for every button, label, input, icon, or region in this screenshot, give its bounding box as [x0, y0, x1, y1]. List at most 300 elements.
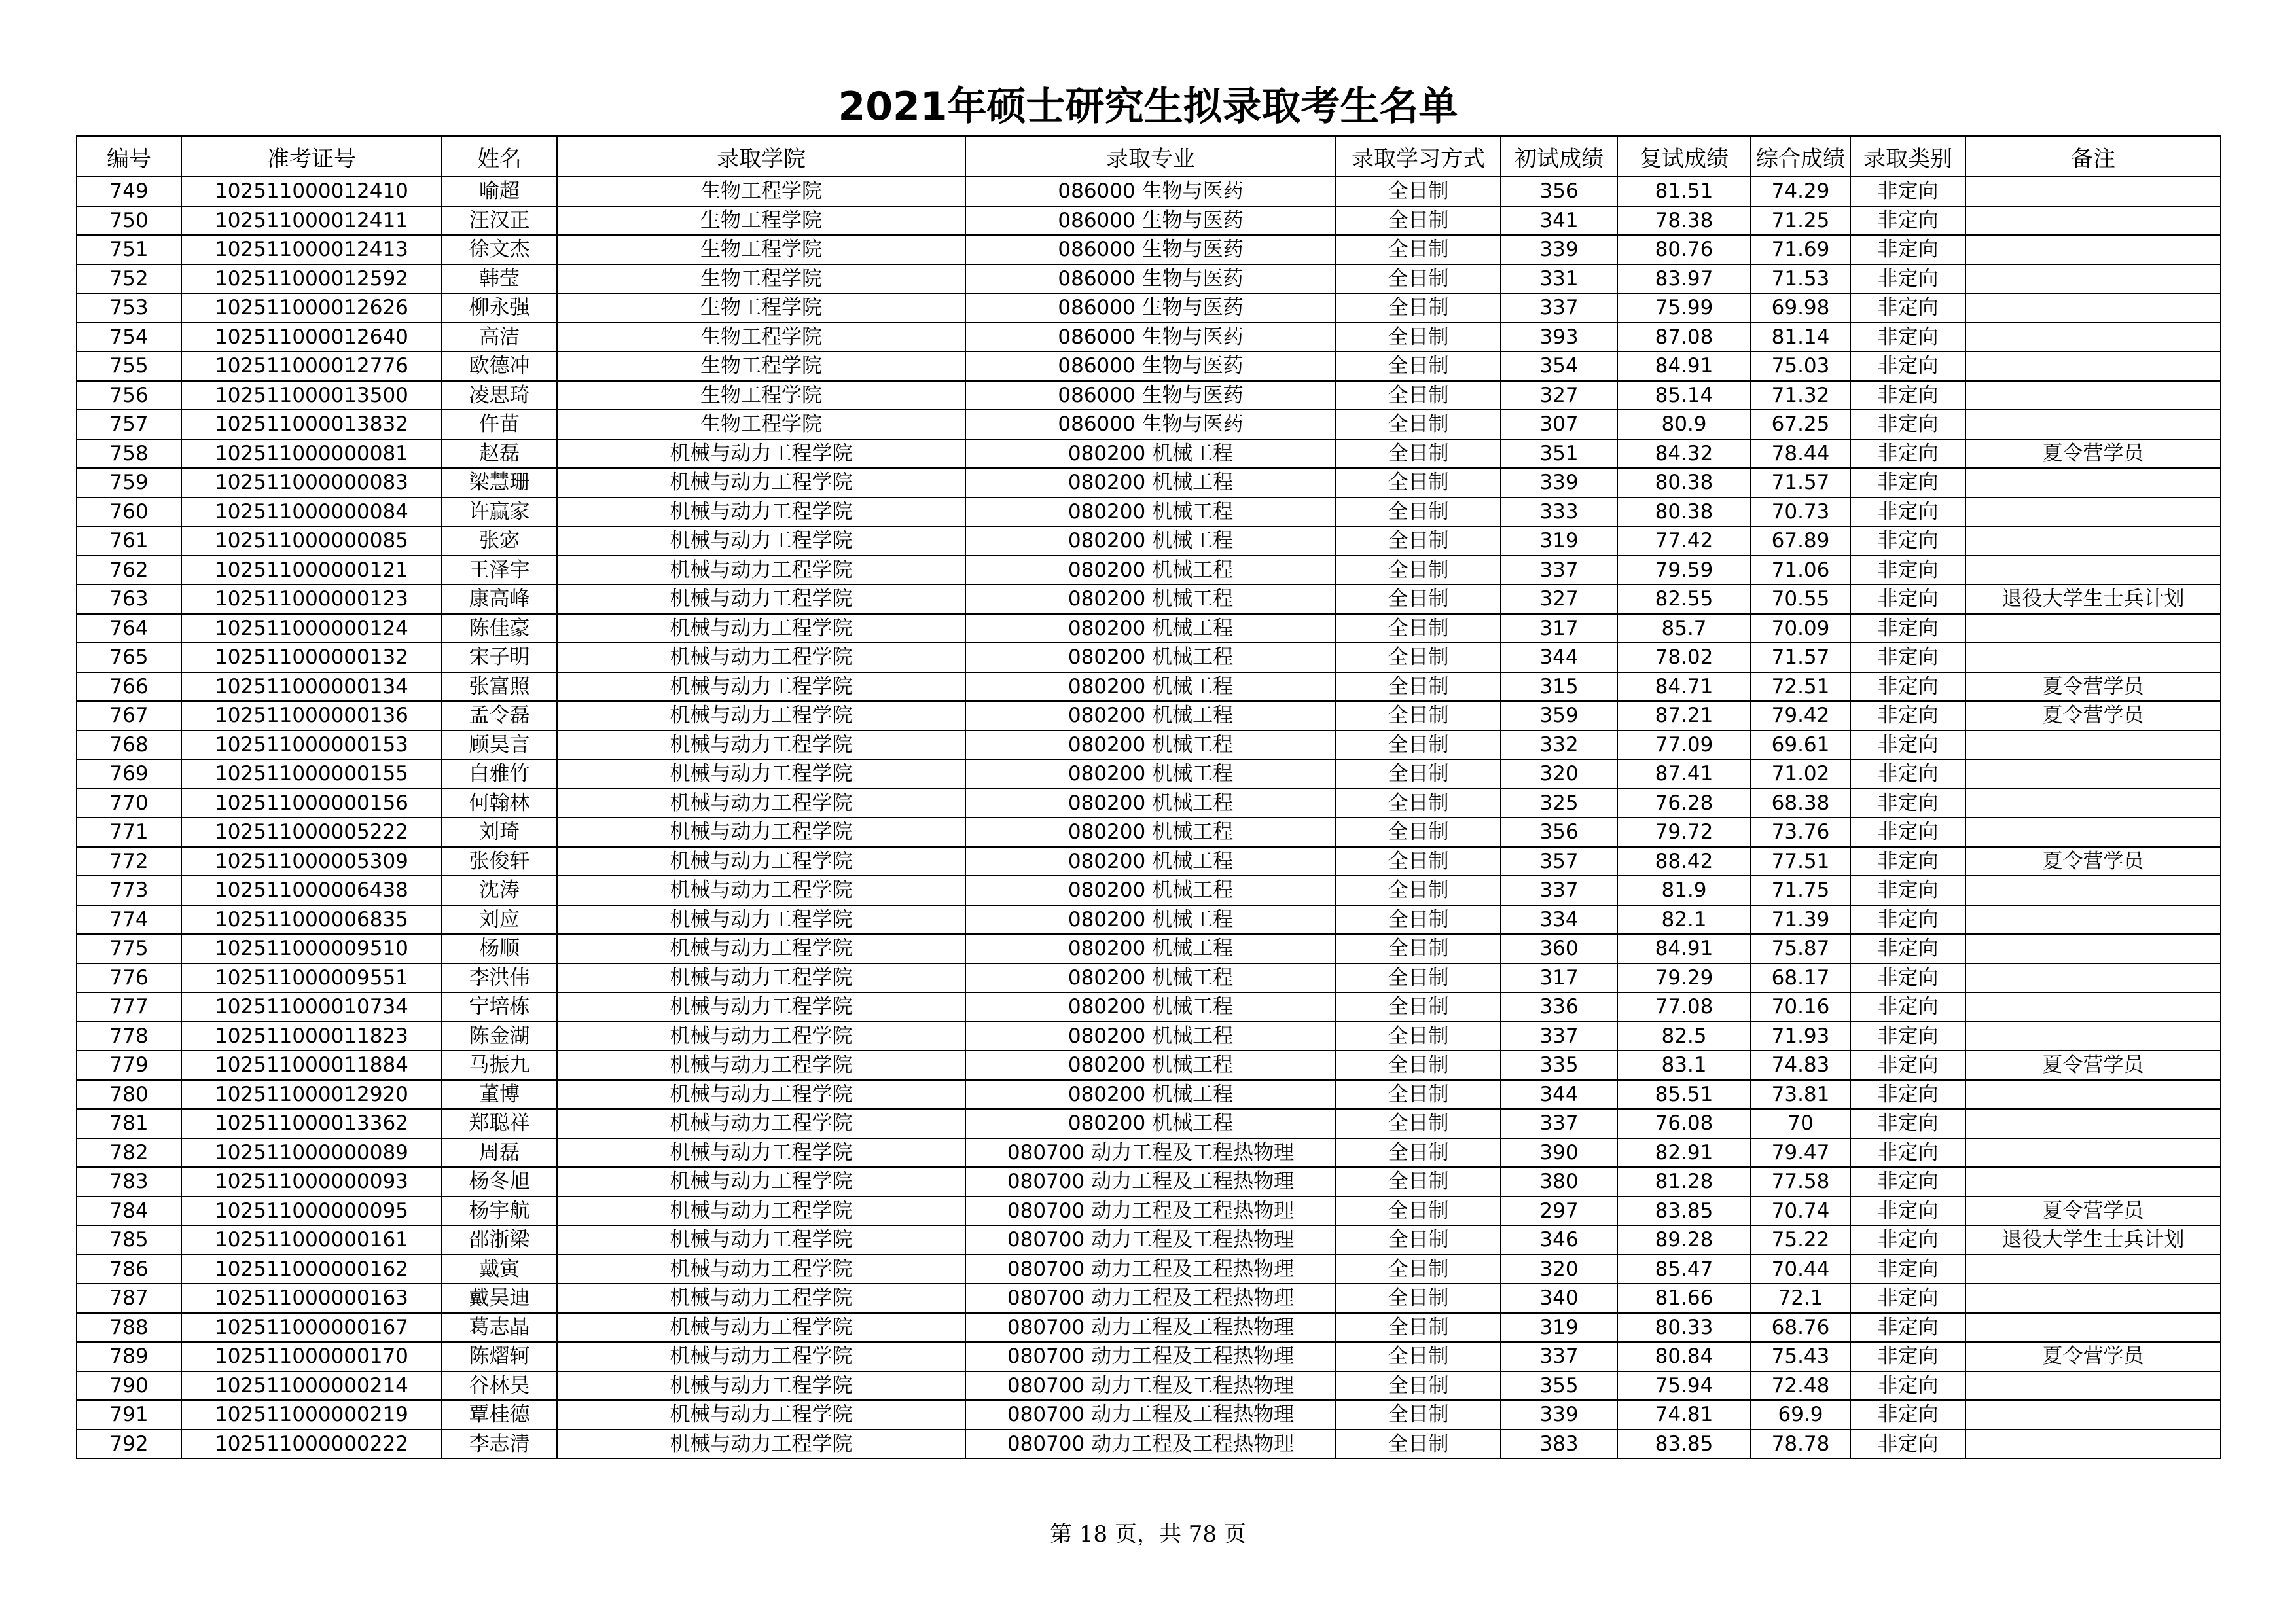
cell-total-score: 71.93 — [1751, 1022, 1850, 1051]
cell-prelim-score: 346 — [1501, 1225, 1617, 1255]
cell-major: 080200 机械工程 — [965, 701, 1336, 731]
cell-exam-id: 102511000013832 — [181, 410, 442, 439]
cell-major: 080200 机械工程 — [965, 1109, 1336, 1138]
cell-college: 生物工程学院 — [557, 410, 965, 439]
cell-college: 机械与动力工程学院 — [557, 643, 965, 672]
cell-college: 机械与动力工程学院 — [557, 876, 965, 905]
cell-retest-score: 85.14 — [1617, 381, 1751, 410]
cell-college: 机械与动力工程学院 — [557, 526, 965, 556]
cell-retest-score: 83.1 — [1617, 1051, 1751, 1080]
cell-note — [1965, 352, 2221, 381]
cell-category: 非定向 — [1850, 701, 1965, 731]
cell-college: 生物工程学院 — [557, 264, 965, 294]
cell-total-score: 72.51 — [1751, 672, 1850, 702]
table-row — [77, 264, 2221, 294]
cell-exam-id: 102511000000093 — [181, 1167, 442, 1197]
table-row — [77, 1197, 2221, 1226]
cell-college: 机械与动力工程学院 — [557, 934, 965, 964]
cell-total-score: 81.14 — [1751, 323, 1850, 352]
cell-college: 机械与动力工程学院 — [557, 1022, 965, 1051]
cell-study-mode: 全日制 — [1336, 905, 1501, 935]
cell-retest-score: 82.1 — [1617, 905, 1751, 935]
cell-total-score: 70.55 — [1751, 585, 1850, 614]
admission-table — [76, 135, 2221, 1459]
cell-retest-score: 80.84 — [1617, 1342, 1751, 1371]
cell-category: 非定向 — [1850, 439, 1965, 469]
cell-study-mode: 全日制 — [1336, 1371, 1501, 1401]
page-footer: 第 18 页，共 78 页 — [1050, 1521, 1246, 1547]
cell-exam-id: 102511000000219 — [181, 1400, 442, 1430]
cell-exam-id: 102511000013500 — [181, 381, 442, 410]
cell-exam-id: 102511000006438 — [181, 876, 442, 905]
cell-college: 机械与动力工程学院 — [557, 1051, 965, 1080]
cell-study-mode: 全日制 — [1336, 1400, 1501, 1430]
cell-college: 机械与动力工程学院 — [557, 818, 965, 847]
cell-name: 高洁 — [442, 323, 557, 352]
cell-no: 778 — [77, 1022, 181, 1051]
cell-exam-id: 102511000000162 — [181, 1255, 442, 1284]
cell-retest-score: 80.38 — [1617, 468, 1751, 497]
cell-major: 080700 动力工程及工程热物理 — [965, 1255, 1336, 1284]
cell-note — [1965, 759, 2221, 789]
cell-category: 非定向 — [1850, 731, 1965, 760]
cell-major: 080200 机械工程 — [965, 468, 1336, 497]
cell-category: 非定向 — [1850, 1138, 1965, 1168]
table-row — [77, 235, 2221, 264]
cell-college: 生物工程学院 — [557, 381, 965, 410]
cell-major: 086000 生物与医药 — [965, 235, 1336, 264]
table-row — [77, 731, 2221, 760]
table-row — [77, 934, 2221, 964]
cell-category: 非定向 — [1850, 293, 1965, 323]
cell-exam-id: 102511000000083 — [181, 468, 442, 497]
cell-retest-score: 74.81 — [1617, 1400, 1751, 1430]
cell-study-mode: 全日制 — [1336, 177, 1501, 206]
cell-exam-id: 102511000012626 — [181, 293, 442, 323]
cell-retest-score: 79.72 — [1617, 818, 1751, 847]
cell-study-mode: 全日制 — [1336, 264, 1501, 294]
cell-major: 080200 机械工程 — [965, 585, 1336, 614]
cell-exam-id: 102511000000167 — [181, 1313, 442, 1343]
cell-note — [1965, 731, 2221, 760]
cell-retest-score: 80.9 — [1617, 410, 1751, 439]
cell-prelim-score: 297 — [1501, 1197, 1617, 1226]
cell-college: 机械与动力工程学院 — [557, 1400, 965, 1430]
cell-retest-score: 77.42 — [1617, 526, 1751, 556]
cell-name: 张俊轩 — [442, 847, 557, 876]
cell-major: 086000 生物与医药 — [965, 264, 1336, 294]
cell-category: 非定向 — [1850, 643, 1965, 672]
cell-note — [1965, 1371, 2221, 1401]
cell-retest-score: 85.7 — [1617, 614, 1751, 643]
cell-no: 777 — [77, 992, 181, 1022]
cell-exam-id: 102511000010734 — [181, 992, 442, 1022]
cell-major: 086000 生物与医药 — [965, 293, 1336, 323]
cell-major: 080200 机械工程 — [965, 876, 1336, 905]
cell-category: 非定向 — [1850, 992, 1965, 1022]
cell-prelim-score: 380 — [1501, 1167, 1617, 1197]
cell-category: 非定向 — [1850, 759, 1965, 789]
cell-prelim-score: 333 — [1501, 497, 1617, 527]
cell-retest-score: 81.51 — [1617, 177, 1751, 206]
cell-name: 何翰林 — [442, 789, 557, 818]
table-row — [77, 1400, 2221, 1430]
cell-retest-score: 82.5 — [1617, 1022, 1751, 1051]
cell-exam-id: 102511000000136 — [181, 701, 442, 731]
cell-note — [1965, 323, 2221, 352]
cell-note: 夏令营学员 — [1965, 1342, 2221, 1371]
cell-exam-id: 102511000005222 — [181, 818, 442, 847]
cell-category: 非定向 — [1850, 585, 1965, 614]
cell-prelim-score: 336 — [1501, 992, 1617, 1022]
cell-college: 机械与动力工程学院 — [557, 1371, 965, 1401]
cell-name: 刘琦 — [442, 818, 557, 847]
cell-no: 769 — [77, 759, 181, 789]
cell-prelim-score: 339 — [1501, 235, 1617, 264]
cell-name: 覃桂德 — [442, 1400, 557, 1430]
cell-prelim-score: 356 — [1501, 177, 1617, 206]
cell-college: 生物工程学院 — [557, 177, 965, 206]
cell-college: 机械与动力工程学院 — [557, 759, 965, 789]
cell-major: 080200 机械工程 — [965, 759, 1336, 789]
cell-no: 753 — [77, 293, 181, 323]
cell-major: 080200 机械工程 — [965, 789, 1336, 818]
cell-note — [1965, 818, 2221, 847]
cell-college: 机械与动力工程学院 — [557, 964, 965, 993]
cell-exam-id: 102511000000132 — [181, 643, 442, 672]
cell-study-mode: 全日制 — [1336, 1109, 1501, 1138]
cell-total-score: 71.57 — [1751, 468, 1850, 497]
cell-name: 凌思琦 — [442, 381, 557, 410]
table-row — [77, 468, 2221, 497]
table-row — [77, 381, 2221, 410]
cell-total-score: 71.69 — [1751, 235, 1850, 264]
cell-no: 783 — [77, 1167, 181, 1197]
cell-name: 汪汉正 — [442, 206, 557, 236]
cell-retest-score: 87.21 — [1617, 701, 1751, 731]
header-row — [77, 136, 2221, 177]
cell-major: 080200 机械工程 — [965, 1080, 1336, 1110]
cell-note — [1965, 264, 2221, 294]
cell-study-mode: 全日制 — [1336, 381, 1501, 410]
table-row — [77, 352, 2221, 381]
cell-note — [1965, 876, 2221, 905]
cell-major: 080200 机械工程 — [965, 818, 1336, 847]
cell-college: 机械与动力工程学院 — [557, 556, 965, 585]
cell-college: 生物工程学院 — [557, 293, 965, 323]
cell-college: 机械与动力工程学院 — [557, 439, 965, 469]
cell-major: 086000 生物与医药 — [965, 177, 1336, 206]
cell-study-mode: 全日制 — [1336, 672, 1501, 702]
cell-retest-score: 80.38 — [1617, 497, 1751, 527]
cell-exam-id: 102511000000121 — [181, 556, 442, 585]
cell-prelim-score: 390 — [1501, 1138, 1617, 1168]
cell-note: 夏令营学员 — [1965, 1051, 2221, 1080]
cell-study-mode: 全日制 — [1336, 1225, 1501, 1255]
cell-retest-score: 84.91 — [1617, 352, 1751, 381]
cell-exam-id: 102511000009510 — [181, 934, 442, 964]
cell-major: 086000 生物与医药 — [965, 381, 1336, 410]
cell-prelim-score: 383 — [1501, 1430, 1617, 1459]
cell-category: 非定向 — [1850, 497, 1965, 527]
cell-exam-id: 102511000006835 — [181, 905, 442, 935]
cell-major: 086000 生物与医药 — [965, 352, 1336, 381]
cell-study-mode: 全日制 — [1336, 410, 1501, 439]
cell-total-score: 69.98 — [1751, 293, 1850, 323]
cell-retest-score: 83.85 — [1617, 1197, 1751, 1226]
cell-total-score: 73.81 — [1751, 1080, 1850, 1110]
cell-retest-score: 87.41 — [1617, 759, 1751, 789]
cell-name: 陈金湖 — [442, 1022, 557, 1051]
cell-name: 康高峰 — [442, 585, 557, 614]
cell-no: 757 — [77, 410, 181, 439]
cell-name: 邵浙梁 — [442, 1225, 557, 1255]
cell-name: 喻超 — [442, 177, 557, 206]
cell-category: 非定向 — [1850, 1109, 1965, 1138]
table-row — [77, 905, 2221, 935]
cell-college: 机械与动力工程学院 — [557, 1284, 965, 1313]
cell-note — [1965, 614, 2221, 643]
cell-total-score: 71.32 — [1751, 381, 1850, 410]
cell-college: 机械与动力工程学院 — [557, 1430, 965, 1459]
cell-retest-score: 85.51 — [1617, 1080, 1751, 1110]
cell-no: 785 — [77, 1225, 181, 1255]
cell-prelim-score: 335 — [1501, 1051, 1617, 1080]
cell-retest-score: 81.9 — [1617, 876, 1751, 905]
cell-prelim-score: 337 — [1501, 876, 1617, 905]
cell-name: 许赢家 — [442, 497, 557, 527]
cell-prelim-score: 356 — [1501, 818, 1617, 847]
cell-retest-score: 82.91 — [1617, 1138, 1751, 1168]
cell-no: 789 — [77, 1342, 181, 1371]
cell-no: 781 — [77, 1109, 181, 1138]
cell-name: 戴吴迪 — [442, 1284, 557, 1313]
cell-note — [1965, 1255, 2221, 1284]
cell-no: 790 — [77, 1371, 181, 1401]
cell-retest-score: 83.85 — [1617, 1430, 1751, 1459]
cell-total-score: 71.06 — [1751, 556, 1850, 585]
table-row — [77, 206, 2221, 236]
cell-note — [1965, 1022, 2221, 1051]
cell-note — [1965, 992, 2221, 1022]
table-row — [77, 701, 2221, 731]
cell-name: 董博 — [442, 1080, 557, 1110]
cell-prelim-score: 337 — [1501, 1109, 1617, 1138]
cell-name: 徐文杰 — [442, 235, 557, 264]
cell-study-mode: 全日制 — [1336, 1430, 1501, 1459]
cell-no: 780 — [77, 1080, 181, 1110]
cell-college: 机械与动力工程学院 — [557, 1197, 965, 1226]
cell-name: 杨宇航 — [442, 1197, 557, 1226]
cell-college: 生物工程学院 — [557, 323, 965, 352]
cell-major: 080200 机械工程 — [965, 992, 1336, 1022]
cell-note: 夏令营学员 — [1965, 847, 2221, 876]
cell-name: 顾昊言 — [442, 731, 557, 760]
cell-note — [1965, 381, 2221, 410]
cell-college: 机械与动力工程学院 — [557, 1109, 965, 1138]
cell-prelim-score: 355 — [1501, 1371, 1617, 1401]
col-header-college: 录取学院 — [557, 136, 965, 177]
cell-category: 非定向 — [1850, 1080, 1965, 1110]
cell-major: 080700 动力工程及工程热物理 — [965, 1430, 1336, 1459]
cell-study-mode: 全日制 — [1336, 934, 1501, 964]
cell-major: 080200 机械工程 — [965, 964, 1336, 993]
cell-category: 非定向 — [1850, 410, 1965, 439]
cell-total-score: 68.38 — [1751, 789, 1850, 818]
cell-prelim-score: 341 — [1501, 206, 1617, 236]
cell-category: 非定向 — [1850, 1255, 1965, 1284]
cell-category: 非定向 — [1850, 381, 1965, 410]
cell-major: 080700 动力工程及工程热物理 — [965, 1197, 1336, 1226]
cell-prelim-score: 332 — [1501, 731, 1617, 760]
cell-note — [1965, 556, 2221, 585]
table-row — [77, 847, 2221, 876]
cell-study-mode: 全日制 — [1336, 876, 1501, 905]
cell-category: 非定向 — [1850, 1197, 1965, 1226]
cell-retest-score: 81.28 — [1617, 1167, 1751, 1197]
cell-exam-id: 102511000012640 — [181, 323, 442, 352]
cell-category: 非定向 — [1850, 206, 1965, 236]
cell-study-mode: 全日制 — [1336, 1080, 1501, 1110]
cell-category: 非定向 — [1850, 235, 1965, 264]
cell-study-mode: 全日制 — [1336, 992, 1501, 1022]
cell-prelim-score: 320 — [1501, 1255, 1617, 1284]
cell-exam-id: 102511000000163 — [181, 1284, 442, 1313]
cell-exam-id: 102511000011884 — [181, 1051, 442, 1080]
cell-college: 机械与动力工程学院 — [557, 701, 965, 731]
cell-major: 080700 动力工程及工程热物理 — [965, 1400, 1336, 1430]
table-row — [77, 672, 2221, 702]
cell-prelim-score: 340 — [1501, 1284, 1617, 1313]
cell-total-score: 70.44 — [1751, 1255, 1850, 1284]
cell-study-mode: 全日制 — [1336, 235, 1501, 264]
cell-no: 784 — [77, 1197, 181, 1226]
cell-prelim-score: 327 — [1501, 585, 1617, 614]
cell-college: 生物工程学院 — [557, 235, 965, 264]
cell-name: 周磊 — [442, 1138, 557, 1168]
cell-retest-score: 80.33 — [1617, 1313, 1751, 1343]
cell-category: 非定向 — [1850, 1225, 1965, 1255]
cell-no: 749 — [77, 177, 181, 206]
cell-prelim-score: 315 — [1501, 672, 1617, 702]
cell-major: 080200 机械工程 — [965, 1022, 1336, 1051]
cell-exam-id: 102511000000170 — [181, 1342, 442, 1371]
cell-note — [1965, 1284, 2221, 1313]
cell-no: 756 — [77, 381, 181, 410]
cell-name: 欧德冲 — [442, 352, 557, 381]
cell-study-mode: 全日制 — [1336, 293, 1501, 323]
cell-name: 王泽宇 — [442, 556, 557, 585]
cell-prelim-score: 325 — [1501, 789, 1617, 818]
cell-exam-id: 102511000009551 — [181, 964, 442, 993]
cell-note — [1965, 1109, 2221, 1138]
cell-category: 非定向 — [1850, 1022, 1965, 1051]
cell-exam-id: 102511000000081 — [181, 439, 442, 469]
cell-study-mode: 全日制 — [1336, 439, 1501, 469]
cell-retest-score: 77.09 — [1617, 731, 1751, 760]
cell-category: 非定向 — [1850, 323, 1965, 352]
cell-name: 陈熠轲 — [442, 1342, 557, 1371]
cell-name: 戴寅 — [442, 1255, 557, 1284]
table-row — [77, 323, 2221, 352]
cell-name: 张富照 — [442, 672, 557, 702]
cell-exam-id: 102511000000123 — [181, 585, 442, 614]
cell-name: 孟令磊 — [442, 701, 557, 731]
cell-study-mode: 全日制 — [1336, 818, 1501, 847]
cell-retest-score: 79.59 — [1617, 556, 1751, 585]
cell-college: 生物工程学院 — [557, 206, 965, 236]
cell-no: 763 — [77, 585, 181, 614]
cell-note — [1965, 905, 2221, 935]
cell-category: 非定向 — [1850, 1313, 1965, 1343]
cell-major: 080200 机械工程 — [965, 614, 1336, 643]
cell-college: 机械与动力工程学院 — [557, 585, 965, 614]
cell-prelim-score: 319 — [1501, 1313, 1617, 1343]
cell-retest-score: 75.99 — [1617, 293, 1751, 323]
cell-note — [1965, 497, 2221, 527]
cell-name: 谷林昊 — [442, 1371, 557, 1401]
cell-note — [1965, 1080, 2221, 1110]
cell-total-score: 71.25 — [1751, 206, 1850, 236]
cell-study-mode: 全日制 — [1336, 1342, 1501, 1371]
cell-retest-score: 84.91 — [1617, 934, 1751, 964]
cell-no: 765 — [77, 643, 181, 672]
cell-total-score: 68.76 — [1751, 1313, 1850, 1343]
cell-exam-id: 102511000012920 — [181, 1080, 442, 1110]
cell-name: 陈佳豪 — [442, 614, 557, 643]
cell-exam-id: 102511000000084 — [181, 497, 442, 527]
cell-major: 080700 动力工程及工程热物理 — [965, 1284, 1336, 1313]
cell-major: 080200 机械工程 — [965, 439, 1336, 469]
cell-total-score: 70.73 — [1751, 497, 1850, 527]
cell-prelim-score: 359 — [1501, 701, 1617, 731]
cell-major: 080700 动力工程及工程热物理 — [965, 1225, 1336, 1255]
cell-total-score: 77.51 — [1751, 847, 1850, 876]
col-header-retest-score: 复试成绩 — [1617, 136, 1751, 177]
cell-total-score: 69.9 — [1751, 1400, 1850, 1430]
cell-note — [1965, 789, 2221, 818]
table-row — [77, 1255, 2221, 1284]
cell-total-score: 78.78 — [1751, 1430, 1850, 1459]
cell-no: 754 — [77, 323, 181, 352]
cell-prelim-score: 337 — [1501, 556, 1617, 585]
cell-exam-id: 102511000000222 — [181, 1430, 442, 1459]
cell-college: 机械与动力工程学院 — [557, 1225, 965, 1255]
table-row — [77, 585, 2221, 614]
cell-exam-id: 102511000012410 — [181, 177, 442, 206]
cell-college: 机械与动力工程学院 — [557, 731, 965, 760]
cell-no: 782 — [77, 1138, 181, 1168]
cell-major: 086000 生物与医药 — [965, 206, 1336, 236]
cell-no: 788 — [77, 1313, 181, 1343]
cell-no: 768 — [77, 731, 181, 760]
cell-retest-score: 82.55 — [1617, 585, 1751, 614]
cell-exam-id: 102511000000155 — [181, 759, 442, 789]
table-row — [77, 789, 2221, 818]
cell-college: 机械与动力工程学院 — [557, 1255, 965, 1284]
cell-study-mode: 全日制 — [1336, 468, 1501, 497]
cell-total-score: 79.42 — [1751, 701, 1850, 731]
cell-study-mode: 全日制 — [1336, 1051, 1501, 1080]
cell-note: 退役大学生士兵计划 — [1965, 1225, 2221, 1255]
cell-total-score: 68.17 — [1751, 964, 1850, 993]
table-row — [77, 1313, 2221, 1343]
cell-category: 非定向 — [1850, 1342, 1965, 1371]
cell-category: 非定向 — [1850, 934, 1965, 964]
cell-name: 李志清 — [442, 1430, 557, 1459]
col-header-study-mode: 录取学习方式 — [1336, 136, 1501, 177]
cell-name: 马振九 — [442, 1051, 557, 1080]
